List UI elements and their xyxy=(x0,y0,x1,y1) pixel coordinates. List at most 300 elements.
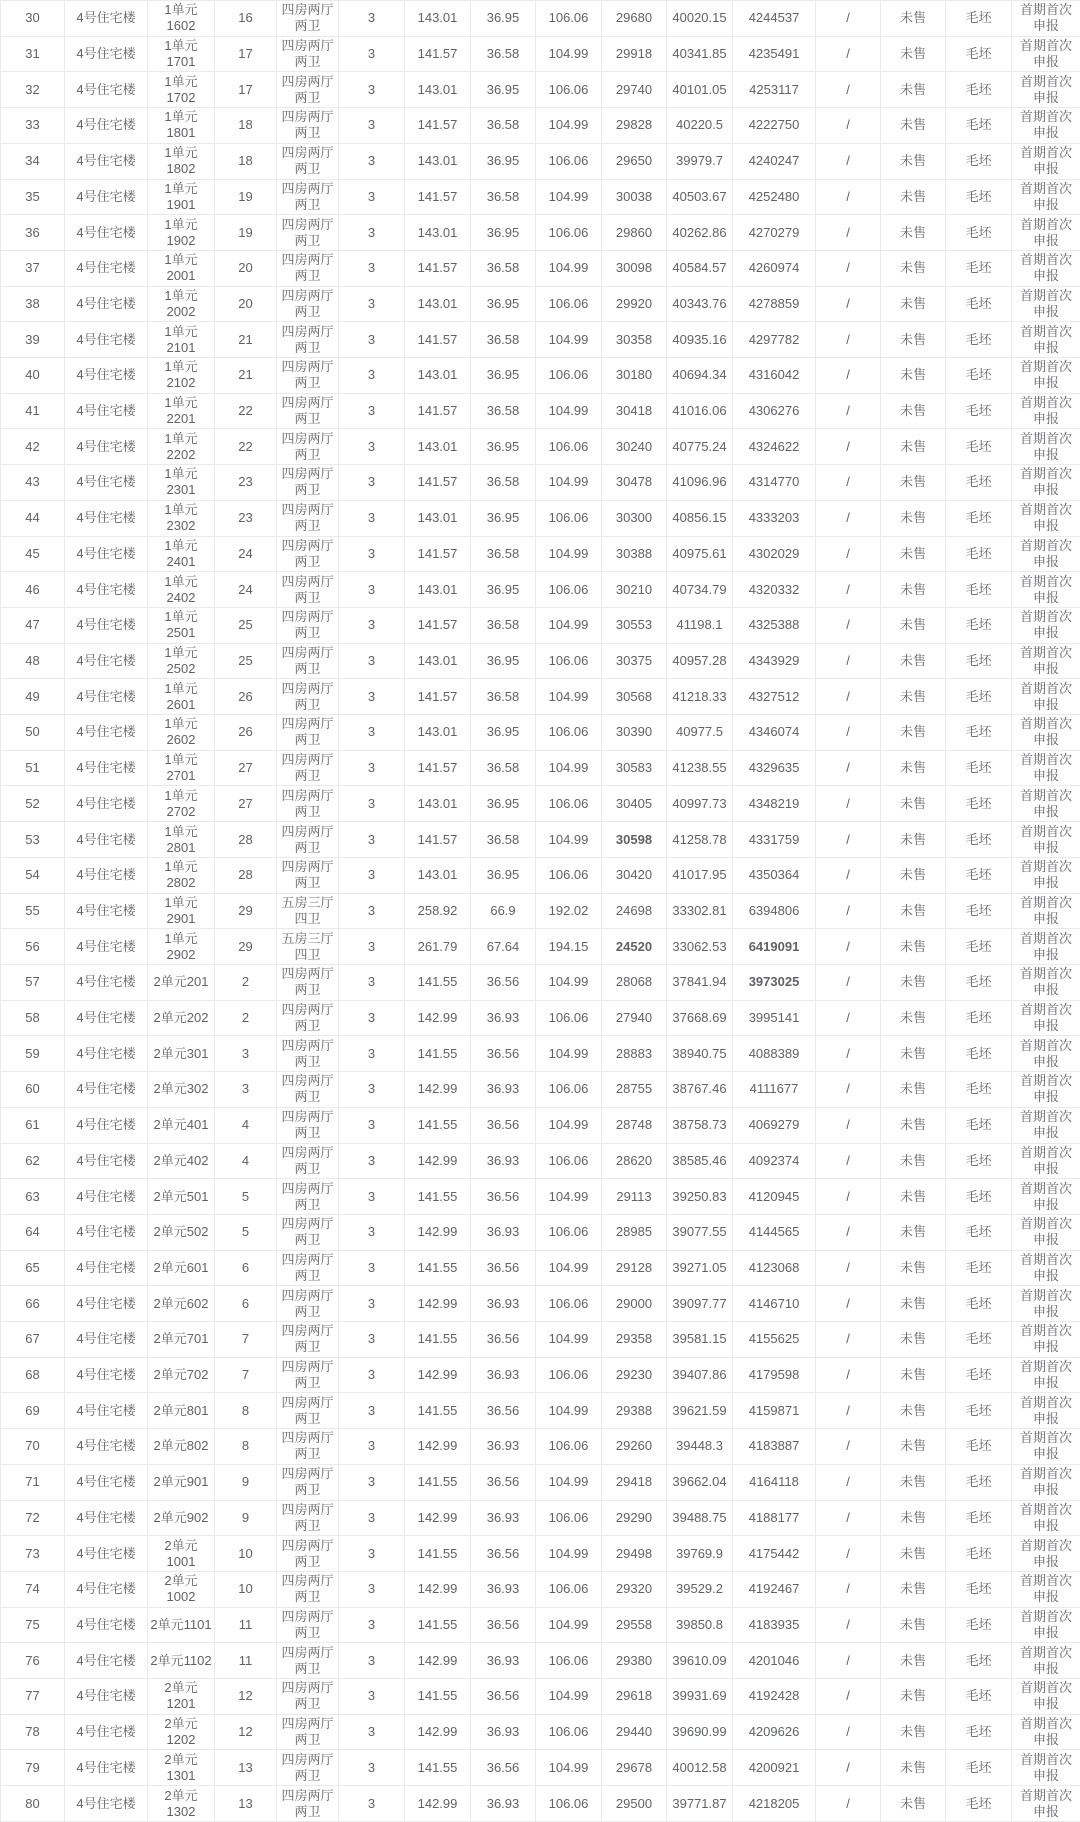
cell-build_area: 261.79 xyxy=(405,929,471,965)
table-row xyxy=(1,1357,1080,1393)
cell-declare_note: 首期首次申报 xyxy=(1012,465,1080,501)
cell-inner_area: 106.06 xyxy=(536,429,602,465)
cell-floor: 27 xyxy=(215,750,277,786)
cell-extra: / xyxy=(816,1429,881,1465)
cell-no: 66 xyxy=(1,1286,65,1322)
cell-unit_price: 40220.5 xyxy=(667,108,733,144)
cell-build_area: 143.01 xyxy=(405,429,471,465)
cell-price: 30598 xyxy=(602,822,667,858)
cell-build_area: 141.55 xyxy=(405,1179,471,1215)
cell-floor: 3 xyxy=(215,1036,277,1072)
cell-floor: 16 xyxy=(215,1,277,37)
cell-extra: / xyxy=(816,1464,881,1500)
table-row xyxy=(1,429,1080,465)
cell-build_area: 141.55 xyxy=(405,1679,471,1715)
cell-unit: 2单元502 xyxy=(148,1214,215,1250)
cell-rooms: 3 xyxy=(339,1036,405,1072)
cell-price: 29440 xyxy=(602,1714,667,1750)
cell-unit_price: 39662.04 xyxy=(667,1464,733,1500)
cell-price: 27940 xyxy=(602,1000,667,1036)
cell-total_price: 4092374 xyxy=(733,1143,816,1179)
cell-extra: / xyxy=(816,1214,881,1250)
cell-price: 29498 xyxy=(602,1536,667,1572)
cell-layout: 四房两厅两卫 xyxy=(277,1607,339,1643)
cell-rooms: 3 xyxy=(339,465,405,501)
cell-building: 4号住宅楼 xyxy=(65,358,148,394)
table-row xyxy=(1,679,1080,715)
table-row xyxy=(1,1786,1080,1822)
cell-inner_area: 104.99 xyxy=(536,1107,602,1143)
cell-building: 4号住宅楼 xyxy=(65,1107,148,1143)
cell-floor: 18 xyxy=(215,108,277,144)
cell-unit_price: 39931.69 xyxy=(667,1679,733,1715)
cell-inner_area: 106.06 xyxy=(536,1214,602,1250)
cell-extra: / xyxy=(816,465,881,501)
table-row xyxy=(1,607,1080,643)
cell-building: 4号住宅楼 xyxy=(65,1464,148,1500)
cell-decoration: 毛坯 xyxy=(946,1750,1012,1786)
cell-share_area: 36.93 xyxy=(471,1000,536,1036)
table-row xyxy=(1,893,1080,929)
cell-total_price: 4240247 xyxy=(733,143,816,179)
cell-sale_status: 未售 xyxy=(881,1250,946,1286)
cell-floor: 20 xyxy=(215,250,277,286)
cell-layout: 四房两厅两卫 xyxy=(277,715,339,751)
cell-sale_status: 未售 xyxy=(881,286,946,322)
cell-floor: 24 xyxy=(215,536,277,572)
cell-unit: 1单元2502 xyxy=(148,643,215,679)
cell-rooms: 3 xyxy=(339,929,405,965)
cell-building: 4号住宅楼 xyxy=(65,786,148,822)
cell-unit_price: 39077.55 xyxy=(667,1214,733,1250)
cell-total_price: 4192428 xyxy=(733,1679,816,1715)
cell-total_price: 4297782 xyxy=(733,322,816,358)
cell-declare_note: 首期首次申报 xyxy=(1012,1250,1080,1286)
cell-decoration: 毛坯 xyxy=(946,857,1012,893)
cell-rooms: 3 xyxy=(339,1536,405,1572)
cell-rooms: 3 xyxy=(339,179,405,215)
cell-build_area: 141.57 xyxy=(405,179,471,215)
cell-floor: 4 xyxy=(215,1143,277,1179)
cell-building: 4号住宅楼 xyxy=(65,108,148,144)
cell-rooms: 3 xyxy=(339,1429,405,1465)
cell-build_area: 141.57 xyxy=(405,322,471,358)
table-row xyxy=(1,465,1080,501)
cell-total_price: 4333203 xyxy=(733,500,816,536)
cell-unit_price: 38767.46 xyxy=(667,1072,733,1108)
cell-inner_area: 104.99 xyxy=(536,1250,602,1286)
cell-layout: 四房两厅两卫 xyxy=(277,36,339,72)
cell-rooms: 3 xyxy=(339,750,405,786)
cell-build_area: 142.99 xyxy=(405,1000,471,1036)
cell-decoration: 毛坯 xyxy=(946,250,1012,286)
cell-declare_note: 首期首次申报 xyxy=(1012,72,1080,108)
cell-unit_price: 39771.87 xyxy=(667,1786,733,1822)
cell-sale_status: 未售 xyxy=(881,822,946,858)
cell-extra: / xyxy=(816,72,881,108)
cell-share_area: 36.93 xyxy=(471,1714,536,1750)
cell-inner_area: 106.06 xyxy=(536,1643,602,1679)
cell-price: 29320 xyxy=(602,1571,667,1607)
cell-unit_price: 39610.09 xyxy=(667,1643,733,1679)
cell-share_area: 36.93 xyxy=(471,1786,536,1822)
cell-build_area: 142.99 xyxy=(405,1571,471,1607)
table-row xyxy=(1,1072,1080,1108)
cell-sale_status: 未售 xyxy=(881,500,946,536)
cell-decoration: 毛坯 xyxy=(946,1322,1012,1358)
cell-decoration: 毛坯 xyxy=(946,1357,1012,1393)
cell-declare_note: 首期首次申报 xyxy=(1012,1000,1080,1036)
cell-rooms: 3 xyxy=(339,1250,405,1286)
cell-build_area: 141.57 xyxy=(405,393,471,429)
cell-layout: 四房两厅两卫 xyxy=(277,1179,339,1215)
cell-build_area: 142.99 xyxy=(405,1643,471,1679)
cell-share_area: 36.95 xyxy=(471,786,536,822)
cell-build_area: 141.57 xyxy=(405,750,471,786)
cell-build_area: 141.57 xyxy=(405,108,471,144)
cell-unit_price: 39850.8 xyxy=(667,1607,733,1643)
cell-extra: / xyxy=(816,572,881,608)
cell-sale_status: 未售 xyxy=(881,1393,946,1429)
cell-no: 53 xyxy=(1,822,65,858)
cell-build_area: 142.99 xyxy=(405,1143,471,1179)
cell-no: 50 xyxy=(1,715,65,751)
cell-no: 71 xyxy=(1,1464,65,1500)
cell-extra: / xyxy=(816,1357,881,1393)
cell-inner_area: 104.99 xyxy=(536,393,602,429)
cell-sale_status: 未售 xyxy=(881,786,946,822)
cell-inner_area: 104.99 xyxy=(536,750,602,786)
cell-declare_note: 首期首次申报 xyxy=(1012,1,1080,37)
cell-rooms: 3 xyxy=(339,1072,405,1108)
cell-inner_area: 104.99 xyxy=(536,1393,602,1429)
cell-no: 44 xyxy=(1,500,65,536)
cell-build_area: 143.01 xyxy=(405,643,471,679)
cell-sale_status: 未售 xyxy=(881,322,946,358)
cell-unit: 1单元1701 xyxy=(148,36,215,72)
cell-decoration: 毛坯 xyxy=(946,1429,1012,1465)
cell-unit_price: 40977.5 xyxy=(667,715,733,751)
cell-decoration: 毛坯 xyxy=(946,643,1012,679)
table-row xyxy=(1,857,1080,893)
cell-total_price: 4218205 xyxy=(733,1786,816,1822)
cell-extra: / xyxy=(816,1107,881,1143)
cell-layout: 四房两厅两卫 xyxy=(277,822,339,858)
cell-share_area: 36.93 xyxy=(471,1429,536,1465)
cell-layout: 四房两厅两卫 xyxy=(277,143,339,179)
cell-rooms: 3 xyxy=(339,643,405,679)
cell-unit: 2单元1201 xyxy=(148,1679,215,1715)
cell-extra: / xyxy=(816,1322,881,1358)
cell-rooms: 3 xyxy=(339,215,405,251)
cell-building: 4号住宅楼 xyxy=(65,929,148,965)
cell-no: 76 xyxy=(1,1643,65,1679)
cell-decoration: 毛坯 xyxy=(946,143,1012,179)
cell-share_area: 36.93 xyxy=(471,1643,536,1679)
cell-extra: / xyxy=(816,1714,881,1750)
cell-price: 30568 xyxy=(602,679,667,715)
cell-no: 73 xyxy=(1,1536,65,1572)
cell-decoration: 毛坯 xyxy=(946,1571,1012,1607)
cell-unit: 1单元2202 xyxy=(148,429,215,465)
cell-extra: / xyxy=(816,108,881,144)
cell-decoration: 毛坯 xyxy=(946,1607,1012,1643)
cell-unit: 2单元701 xyxy=(148,1322,215,1358)
cell-share_area: 36.95 xyxy=(471,286,536,322)
cell-declare_note: 首期首次申报 xyxy=(1012,1322,1080,1358)
cell-sale_status: 未售 xyxy=(881,1322,946,1358)
cell-declare_note: 首期首次申报 xyxy=(1012,1179,1080,1215)
cell-price: 24520 xyxy=(602,929,667,965)
cell-building: 4号住宅楼 xyxy=(65,1072,148,1108)
cell-building: 4号住宅楼 xyxy=(65,1607,148,1643)
table-row xyxy=(1,1714,1080,1750)
cell-share_area: 36.56 xyxy=(471,1107,536,1143)
cell-share_area: 36.58 xyxy=(471,250,536,286)
table-row xyxy=(1,1036,1080,1072)
cell-sale_status: 未售 xyxy=(881,1536,946,1572)
cell-extra: / xyxy=(816,857,881,893)
cell-price: 28883 xyxy=(602,1036,667,1072)
cell-unit_price: 41016.06 xyxy=(667,393,733,429)
cell-sale_status: 未售 xyxy=(881,1750,946,1786)
cell-floor: 21 xyxy=(215,322,277,358)
cell-floor: 25 xyxy=(215,643,277,679)
cell-unit: 1单元1901 xyxy=(148,179,215,215)
cell-unit_price: 40694.34 xyxy=(667,358,733,394)
cell-building: 4号住宅楼 xyxy=(65,857,148,893)
cell-no: 72 xyxy=(1,1500,65,1536)
cell-rooms: 3 xyxy=(339,1393,405,1429)
cell-no: 41 xyxy=(1,393,65,429)
cell-no: 67 xyxy=(1,1322,65,1358)
cell-decoration: 毛坯 xyxy=(946,679,1012,715)
cell-share_area: 36.56 xyxy=(471,1607,536,1643)
cell-no: 79 xyxy=(1,1750,65,1786)
cell-total_price: 4188177 xyxy=(733,1500,816,1536)
cell-unit: 2单元601 xyxy=(148,1250,215,1286)
cell-total_price: 4200921 xyxy=(733,1750,816,1786)
cell-decoration: 毛坯 xyxy=(946,1,1012,37)
cell-price: 30418 xyxy=(602,393,667,429)
cell-declare_note: 首期首次申报 xyxy=(1012,1714,1080,1750)
cell-no: 63 xyxy=(1,1179,65,1215)
cell-share_area: 66.9 xyxy=(471,893,536,929)
cell-build_area: 141.57 xyxy=(405,679,471,715)
cell-layout: 四房两厅两卫 xyxy=(277,465,339,501)
cell-inner_area: 106.06 xyxy=(536,715,602,751)
cell-extra: / xyxy=(816,679,881,715)
cell-share_area: 36.95 xyxy=(471,572,536,608)
cell-total_price: 4346074 xyxy=(733,715,816,751)
cell-declare_note: 首期首次申报 xyxy=(1012,36,1080,72)
cell-inner_area: 104.99 xyxy=(536,964,602,1000)
cell-unit_price: 40020.15 xyxy=(667,1,733,37)
cell-layout: 四房两厅两卫 xyxy=(277,1322,339,1358)
cell-declare_note: 首期首次申报 xyxy=(1012,429,1080,465)
cell-unit: 2单元1202 xyxy=(148,1714,215,1750)
cell-build_area: 141.55 xyxy=(405,964,471,1000)
cell-extra: / xyxy=(816,1,881,37)
table-row xyxy=(1,1500,1080,1536)
cell-build_area: 258.92 xyxy=(405,893,471,929)
cell-sale_status: 未售 xyxy=(881,393,946,429)
cell-sale_status: 未售 xyxy=(881,36,946,72)
cell-share_area: 36.56 xyxy=(471,1250,536,1286)
cell-inner_area: 104.99 xyxy=(536,108,602,144)
cell-floor: 24 xyxy=(215,572,277,608)
cell-total_price: 4302029 xyxy=(733,536,816,572)
cell-layout: 四房两厅两卫 xyxy=(277,500,339,536)
cell-extra: / xyxy=(816,1500,881,1536)
cell-rooms: 3 xyxy=(339,1214,405,1250)
cell-unit: 1单元2001 xyxy=(148,250,215,286)
cell-share_area: 36.56 xyxy=(471,1464,536,1500)
cell-floor: 21 xyxy=(215,358,277,394)
cell-declare_note: 首期首次申报 xyxy=(1012,572,1080,608)
cell-unit_price: 40935.16 xyxy=(667,322,733,358)
cell-build_area: 143.01 xyxy=(405,500,471,536)
cell-extra: / xyxy=(816,1571,881,1607)
cell-layout: 四房两厅两卫 xyxy=(277,1357,339,1393)
cell-declare_note: 首期首次申报 xyxy=(1012,215,1080,251)
cell-total_price: 3995141 xyxy=(733,1000,816,1036)
cell-declare_note: 首期首次申报 xyxy=(1012,1143,1080,1179)
cell-inner_area: 106.06 xyxy=(536,215,602,251)
table-row xyxy=(1,572,1080,608)
cell-extra: / xyxy=(816,286,881,322)
cell-extra: / xyxy=(816,393,881,429)
cell-share_area: 36.58 xyxy=(471,679,536,715)
cell-sale_status: 未售 xyxy=(881,1571,946,1607)
cell-unit: 2单元602 xyxy=(148,1286,215,1322)
cell-unit: 2单元1001 xyxy=(148,1536,215,1572)
cell-decoration: 毛坯 xyxy=(946,1464,1012,1500)
cell-unit: 2单元902 xyxy=(148,1500,215,1536)
cell-sale_status: 未售 xyxy=(881,715,946,751)
cell-build_area: 141.57 xyxy=(405,822,471,858)
cell-rooms: 3 xyxy=(339,536,405,572)
cell-declare_note: 首期首次申报 xyxy=(1012,1036,1080,1072)
cell-layout: 四房两厅两卫 xyxy=(277,1286,339,1322)
cell-rooms: 3 xyxy=(339,822,405,858)
cell-extra: / xyxy=(816,643,881,679)
cell-floor: 6 xyxy=(215,1250,277,1286)
cell-unit_price: 40775.24 xyxy=(667,429,733,465)
cell-extra: / xyxy=(816,143,881,179)
cell-rooms: 3 xyxy=(339,1607,405,1643)
cell-rooms: 3 xyxy=(339,286,405,322)
cell-declare_note: 首期首次申报 xyxy=(1012,108,1080,144)
cell-price: 30300 xyxy=(602,500,667,536)
cell-layout: 四房两厅两卫 xyxy=(277,750,339,786)
cell-building: 4号住宅楼 xyxy=(65,36,148,72)
cell-inner_area: 104.99 xyxy=(536,536,602,572)
cell-unit: 1单元2302 xyxy=(148,500,215,536)
cell-unit_price: 41096.96 xyxy=(667,465,733,501)
cell-build_area: 143.01 xyxy=(405,143,471,179)
cell-share_area: 67.64 xyxy=(471,929,536,965)
cell-build_area: 142.99 xyxy=(405,1072,471,1108)
cell-build_area: 141.55 xyxy=(405,1036,471,1072)
cell-unit_price: 39250.83 xyxy=(667,1179,733,1215)
cell-extra: / xyxy=(816,322,881,358)
cell-price: 29000 xyxy=(602,1286,667,1322)
cell-build_area: 141.55 xyxy=(405,1464,471,1500)
table-row xyxy=(1,1679,1080,1715)
cell-total_price: 4253117 xyxy=(733,72,816,108)
cell-layout: 四房两厅两卫 xyxy=(277,1571,339,1607)
cell-price: 30240 xyxy=(602,429,667,465)
table-row xyxy=(1,715,1080,751)
cell-share_area: 36.58 xyxy=(471,750,536,786)
cell-extra: / xyxy=(816,750,881,786)
cell-extra: / xyxy=(816,607,881,643)
cell-unit: 2单元301 xyxy=(148,1036,215,1072)
cell-floor: 29 xyxy=(215,929,277,965)
cell-extra: / xyxy=(816,1179,881,1215)
cell-sale_status: 未售 xyxy=(881,964,946,1000)
cell-rooms: 3 xyxy=(339,1179,405,1215)
cell-rooms: 3 xyxy=(339,429,405,465)
cell-unit: 1单元1702 xyxy=(148,72,215,108)
cell-unit: 2单元401 xyxy=(148,1107,215,1143)
cell-build_area: 143.01 xyxy=(405,786,471,822)
cell-extra: / xyxy=(816,536,881,572)
cell-inner_area: 106.06 xyxy=(536,1072,602,1108)
cell-rooms: 3 xyxy=(339,393,405,429)
cell-price: 30388 xyxy=(602,536,667,572)
cell-total_price: 4183887 xyxy=(733,1429,816,1465)
cell-floor: 17 xyxy=(215,72,277,108)
cell-floor: 29 xyxy=(215,893,277,929)
cell-sale_status: 未售 xyxy=(881,108,946,144)
cell-floor: 8 xyxy=(215,1393,277,1429)
cell-floor: 2 xyxy=(215,1000,277,1036)
cell-floor: 6 xyxy=(215,1286,277,1322)
cell-price: 28068 xyxy=(602,964,667,1000)
cell-share_area: 36.93 xyxy=(471,1357,536,1393)
cell-price: 29388 xyxy=(602,1393,667,1429)
cell-sale_status: 未售 xyxy=(881,250,946,286)
cell-inner_area: 106.06 xyxy=(536,1357,602,1393)
cell-unit_price: 39769.9 xyxy=(667,1536,733,1572)
cell-layout: 四房两厅两卫 xyxy=(277,1750,339,1786)
cell-price: 30583 xyxy=(602,750,667,786)
cell-building: 4号住宅楼 xyxy=(65,1429,148,1465)
cell-building: 4号住宅楼 xyxy=(65,215,148,251)
cell-unit: 2单元1102 xyxy=(148,1643,215,1679)
cell-rooms: 3 xyxy=(339,1322,405,1358)
cell-inner_area: 104.99 xyxy=(536,1322,602,1358)
table-row xyxy=(1,500,1080,536)
cell-building: 4号住宅楼 xyxy=(65,393,148,429)
table-row xyxy=(1,179,1080,215)
cell-layout: 四房两厅两卫 xyxy=(277,429,339,465)
cell-rooms: 3 xyxy=(339,322,405,358)
cell-price: 29418 xyxy=(602,1464,667,1500)
table-row xyxy=(1,215,1080,251)
cell-price: 30038 xyxy=(602,179,667,215)
cell-building: 4号住宅楼 xyxy=(65,143,148,179)
cell-rooms: 3 xyxy=(339,1679,405,1715)
cell-unit_price: 39488.75 xyxy=(667,1500,733,1536)
cell-price: 29680 xyxy=(602,1,667,37)
cell-build_area: 141.57 xyxy=(405,465,471,501)
table-row xyxy=(1,1750,1080,1786)
cell-unit: 1单元2801 xyxy=(148,822,215,858)
cell-building: 4号住宅楼 xyxy=(65,1571,148,1607)
